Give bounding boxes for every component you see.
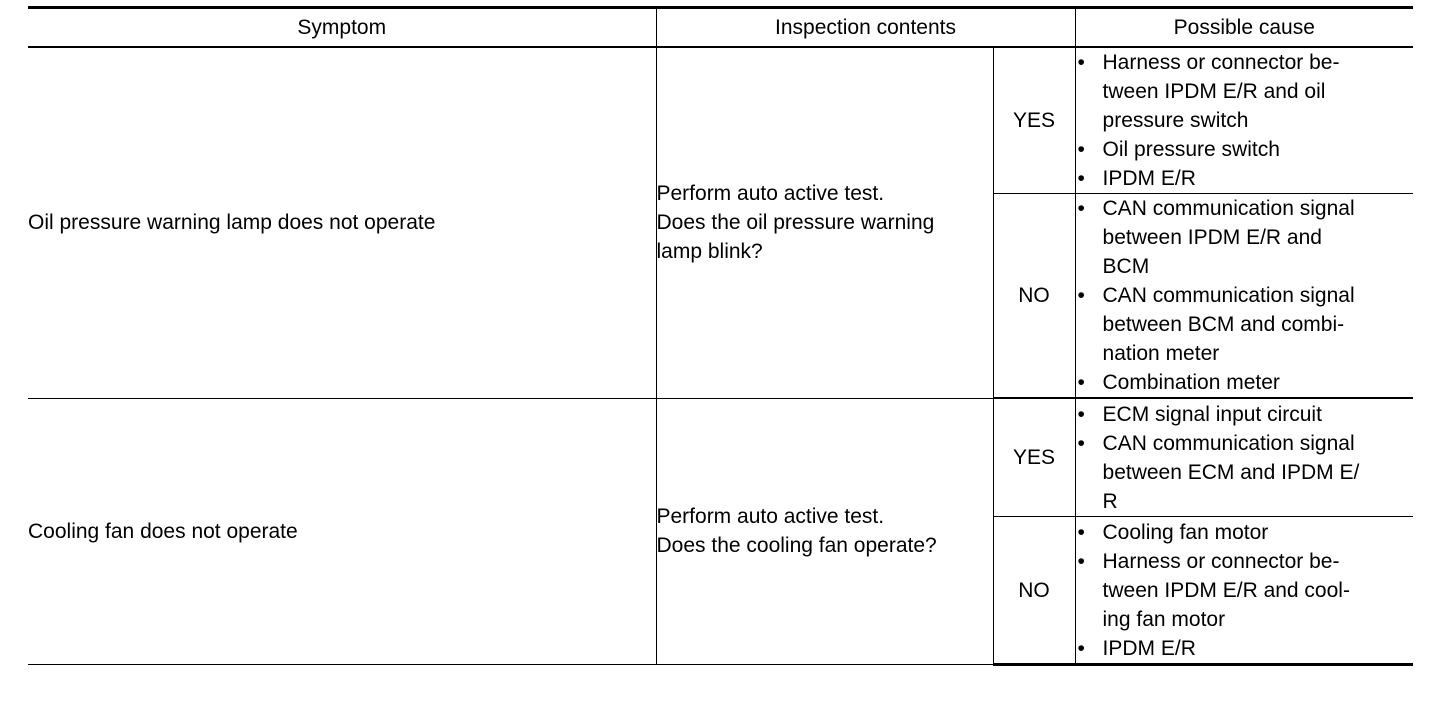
cause-line: • Oil pressure switch (1102, 138, 1280, 161)
cause-item (1076, 281, 1414, 368)
cause-cell (1075, 517, 1413, 665)
cause-item (1076, 634, 1414, 663)
cause-line: between IPDM E/R and (1102, 226, 1322, 249)
cause-line: • CAN communication signal (1102, 431, 1355, 455)
cause-list (1076, 48, 1414, 193)
cause-line: tween IPDM E/R and oil (1102, 80, 1326, 103)
cause-item (1076, 429, 1414, 516)
cause-line: • Combination meter (1102, 371, 1280, 394)
inspection-header: Inspection contents (656, 8, 1075, 48)
inspection-line: Perform auto active test. (656, 182, 885, 206)
cause-line: BCM (1102, 255, 1150, 278)
cause-cell (1075, 398, 1413, 517)
cause-item (1076, 135, 1414, 164)
cause-header: Possible cause (1075, 8, 1413, 48)
cause-line: • Harness or connector be- (1102, 549, 1340, 573)
symptom-cell: Oil pressure warning lamp does not operate (28, 47, 656, 398)
cause-line: • Harness or connector be- (1102, 51, 1340, 74)
cause-list (1076, 194, 1414, 397)
symptom-cell: Cooling fan does not operate (28, 398, 656, 665)
inspection-cell (656, 398, 993, 665)
cause-line: • IPDM E/R (1102, 636, 1196, 660)
result-cell: YES (993, 398, 1075, 517)
cause-item (1076, 164, 1414, 193)
cause-item (1076, 368, 1414, 397)
cause-item (1076, 518, 1414, 547)
cause-list (1076, 400, 1414, 516)
result-cell: YES (993, 47, 1075, 194)
cause-line: nation meter (1102, 342, 1220, 365)
cause-line: R (1102, 489, 1118, 513)
cause-cell (1075, 47, 1413, 194)
symptom-header: Symptom (28, 8, 656, 48)
inspection-line: lamp blink? (656, 240, 763, 264)
cause-line: • CAN communication signal (1102, 197, 1355, 220)
inspection-line: Perform auto active test. (656, 505, 885, 529)
cause-line: • ECM signal input circuit (1102, 402, 1322, 426)
cause-line: • CAN communication signal (1102, 284, 1355, 307)
cause-item (1076, 400, 1414, 429)
diagnosis-table (28, 6, 1413, 666)
cause-line: • IPDM E/R (1102, 167, 1196, 190)
cause-line: pressure switch (1102, 109, 1249, 132)
cause-item (1076, 48, 1414, 135)
cause-item (1076, 194, 1414, 281)
cause-line: between BCM and combi- (1102, 313, 1345, 336)
cause-list (1076, 518, 1414, 663)
result-cell: NO (993, 194, 1075, 399)
table-row (28, 398, 1413, 517)
cause-cell (1075, 194, 1413, 399)
cause-item (1076, 547, 1414, 634)
table-row (28, 47, 1413, 194)
cause-line: between ECM and IPDM E/ (1102, 460, 1360, 484)
cause-line: ing fan motor (1102, 607, 1226, 631)
result-cell: NO (993, 517, 1075, 665)
inspection-cell (656, 47, 993, 398)
cause-line: tween IPDM E/R and cool- (1102, 578, 1350, 602)
inspection-line: Does the cooling fan operate? (656, 534, 937, 558)
cause-line: • Cooling fan motor (1102, 520, 1269, 544)
inspection-line: Does the oil pressure warning (656, 211, 935, 235)
header-row (28, 8, 1413, 48)
